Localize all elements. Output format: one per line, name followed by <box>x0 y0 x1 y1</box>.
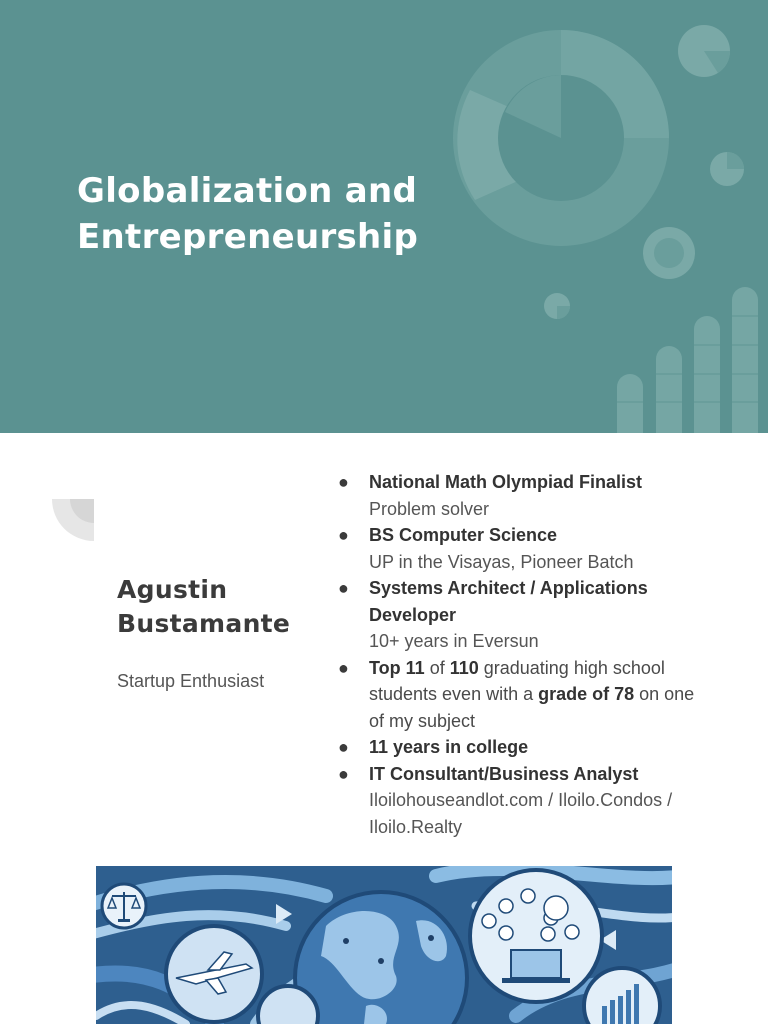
item-text-part: Top 11 <box>369 657 425 678</box>
item-text-part: graduating high school students even with a <box>369 657 665 704</box>
title-line-1: Globalization and <box>77 171 418 211</box>
bullet-icon: ● <box>338 525 349 545</box>
list-item <box>338 522 708 575</box>
list-item <box>338 655 708 735</box>
item-detail: 10+ years in Eversun <box>369 631 539 651</box>
scales-icon <box>102 884 146 928</box>
item-detail: Problem solver <box>369 498 490 519</box>
speaker-last-name: Bustamante <box>117 609 291 638</box>
bullet-icon: ● <box>338 737 349 757</box>
donut-decoration-small <box>643 227 695 279</box>
item-heading: IT Consultant/Business Analyst <box>369 763 639 784</box>
bullet-icon: ● <box>338 763 349 784</box>
item-text-part: of <box>424 657 450 678</box>
donut-chart-decoration <box>453 30 669 246</box>
airplane-icon <box>166 926 262 1022</box>
item-heading: 11 years in college <box>369 737 529 757</box>
title-slide <box>0 0 768 433</box>
item-text-part: 110 <box>449 657 479 678</box>
bullet-icon: ● <box>338 657 349 678</box>
item-heading: BS Computer Science <box>369 525 558 545</box>
item-detail: UP in the Visayas, Pioneer Batch <box>369 551 634 572</box>
achievement-list <box>338 469 708 840</box>
laptop-icon <box>470 870 602 1002</box>
bullet-icon: ● <box>338 578 349 598</box>
list-item <box>338 734 708 761</box>
speaker-name <box>117 573 290 641</box>
corner-quarter-circle-decoration <box>52 499 96 543</box>
item-text-part: grade of 78 <box>538 684 635 704</box>
speaker-first-name: Agustin <box>117 575 228 604</box>
list-item <box>338 575 708 655</box>
list-item <box>338 761 708 841</box>
pie-decoration-top <box>678 25 730 77</box>
item-heading: Systems Architect / Applications Developer <box>369 578 648 625</box>
bar-chart-decoration <box>617 287 758 433</box>
bio-slide <box>0 433 768 1024</box>
pie-decoration-bottom <box>544 293 570 319</box>
list-item <box>338 469 708 522</box>
item-heading: National Math Olympiad Finalist <box>369 472 643 492</box>
item-detail: Iloilohouseandlot.com / Iloilo.Condos / Iloilo.Realty <box>369 790 673 837</box>
globalization-illustration <box>96 866 672 1024</box>
pie-decoration-mid <box>710 152 744 186</box>
bar-chart-icon <box>584 968 660 1024</box>
speaker-role: Startup Enthusiast <box>117 671 265 691</box>
bullet-icon: ● <box>338 472 349 492</box>
item-text-part: on one of my subject <box>369 684 695 731</box>
title-line-2: Entrepreneurship <box>77 217 419 257</box>
slide-title <box>77 168 418 260</box>
